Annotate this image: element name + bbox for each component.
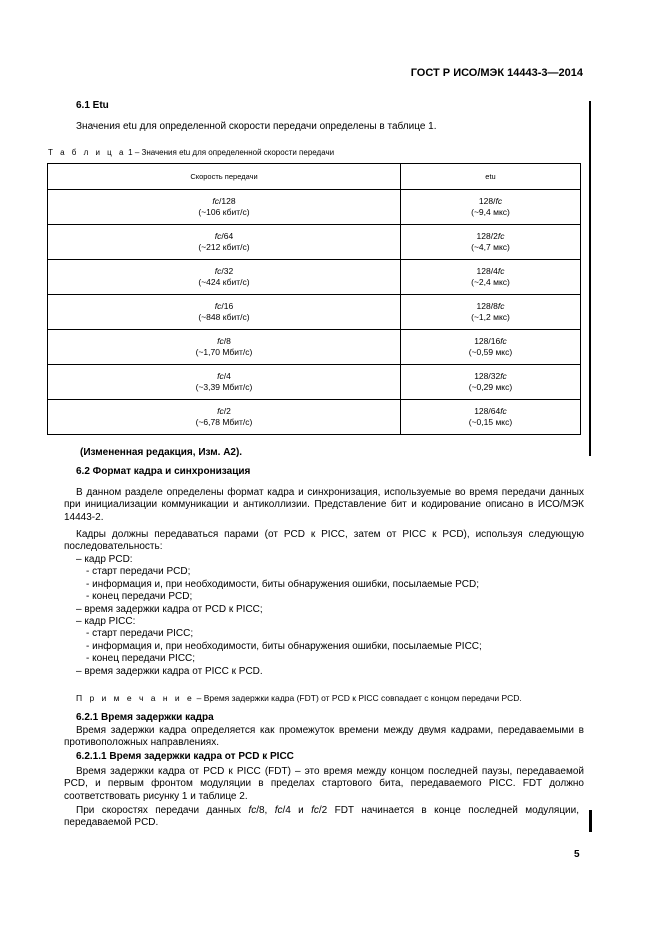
list-item: - старт передачи PICC; [86,628,194,640]
section-6-2-title: 6.2 Формат кадра и синхронизация [76,466,251,477]
column-header-rate: Скорость передачи [48,164,401,190]
etu-cell: 128/16fc (~0,59 мкс) [401,330,581,365]
rate-cell: fc/16 (~848 кбит/с) [48,295,401,330]
note-prefix: П р и м е ч а н и е [76,693,195,703]
page-number: 5 [574,849,580,860]
document-standard-header: ГОСТ Р ИСО/МЭК 14443-3—2014 [410,67,583,79]
rate-cell: fc/128 (~106 кбит/с) [48,190,401,225]
change-bar [589,101,591,456]
section-6-2-1-title: 6.2.1 Время задержки кадра [76,712,214,723]
frame-sequence-list [76,554,482,678]
list-item: - конец передачи PICC; [86,653,196,665]
table-row [48,260,581,295]
table-caption-text: 1 – Значения etu для определенной скорости передачи [125,148,335,157]
table-caption [48,148,334,157]
change-bar [589,810,592,832]
etu-cell: 128/4fc (~2,4 мкс) [401,260,581,295]
column-header-etu: etu [401,164,581,190]
rate-cell: fc/8 (~1,70 Мбит/с) [48,330,401,365]
rate-cell: fc/32 (~424 кбит/с) [48,260,401,295]
etu-cell: 128/fc (~9,4 мкс) [401,190,581,225]
section-6-2-1-1-title: 6.2.1.1 Время задержки кадра от PCD к PICC [76,751,294,762]
section-6-2-paragraph-2: Кадры должны передаваться парами (от PCD к PICC, затем от PICC к PCD), используя следующую последовательность: [64,529,584,553]
section-6-2-1-paragraph: Время задержки кадра определяется как промежуток времени между двумя кадрами, передаваемыми в противоположных направлениях. [64,725,584,749]
rate-cell: fc/64 (~212 кбит/с) [48,225,401,260]
section-6-2-1-1-paragraph-1: Время задержки кадра от PCD к PICC (FDT) – это время между концом последней паузы, передаваемой PCD, и первым фронтом модуляции в пределах стартового бита, передаваемого PICC. FDT должно соответствовать рисунку 1 и таблице 2. [64,766,584,802]
table-row [48,190,581,225]
list-item: – время задержки кадра от PCD к PICC; [76,603,263,615]
note [76,693,522,703]
section-6-1-intro: Значения etu для определенной скорости передачи определены в таблице 1. [76,121,437,132]
table-header-row [48,164,581,190]
list-item: - информация и, при необходимости, биты обнаружения ошибки, посылаемые PCD; [86,578,480,590]
etu-cell: 128/32fc (~0,29 мкс) [401,365,581,400]
amendment-note: (Измененная редакция, Изм. А2). [80,447,243,458]
etu-cell: 128/2fc (~4,7 мкс) [401,225,581,260]
note-text: – Время задержки кадра (FDT) от PCD к PICC совпадает с концом передачи PCD. [194,693,522,703]
rate-cell: fc/4 (~3,39 Мбит/с) [48,365,401,400]
etu-cell: 128/64fc (~0,15 мкс) [401,400,581,435]
list-item: – время задержки кадра от PICC к PCD. [76,665,263,677]
table-row [48,295,581,330]
list-item: - информация и, при необходимости, биты обнаружения ошибки, посылаемые PICC; [86,640,482,652]
table-row [48,330,581,365]
list-item: – кадр PCD: [76,554,133,565]
table-caption-prefix: Т а б л и ц а [48,148,126,157]
etu-cell: 128/8fc (~1,2 мкс) [401,295,581,330]
section-6-1-title: 6.1 Etu [76,100,109,111]
etu-table [47,163,581,435]
list-item: – кадр PICC: [76,616,136,628]
table-row [48,365,581,400]
table-row [48,400,581,435]
list-item: - старт передачи PCD; [86,566,191,578]
list-item: - конец передачи PCD; [86,591,193,603]
section-6-2-paragraph-1: В данном разделе определены формат кадра и синхронизация, используемые во время передачи данных при инициализации коммуникации и антиколлизии. Представление бит и кодирование описано в ИСО/МЭК 14443-2. [64,487,584,523]
table-row [48,225,581,260]
section-6-2-1-1-paragraph-2: При скоростях передачи данных fc/8, fc/4 и fc/2 FDT начинается в конце последней модуляции, передаваемой PCD. [64,805,579,829]
rate-cell: fc/2 (~6,78 Мбит/с) [48,400,401,435]
